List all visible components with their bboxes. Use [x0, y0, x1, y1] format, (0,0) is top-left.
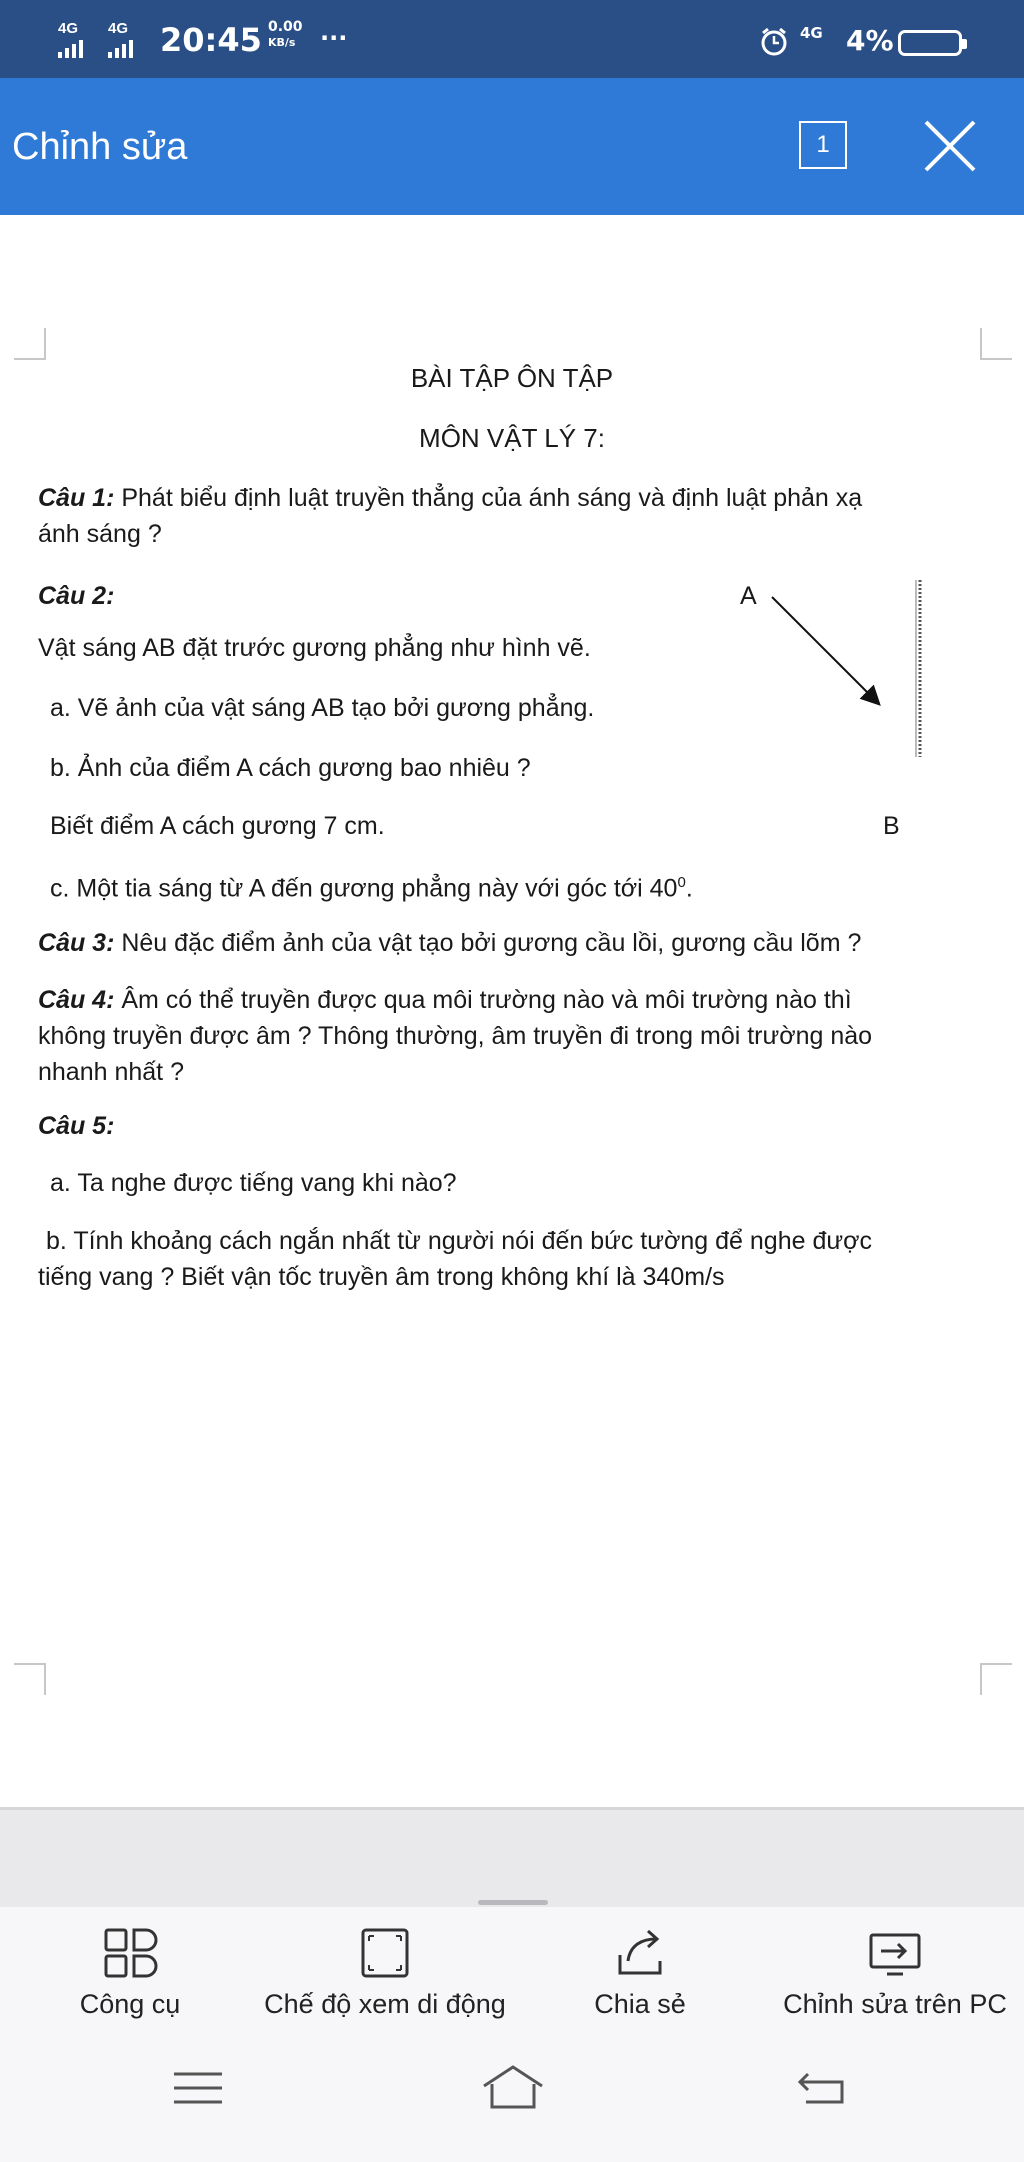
object-arrow-ab	[772, 597, 878, 703]
question-2-label: Câu 2:	[38, 582, 115, 610]
crop-mark-bottom-right	[980, 1663, 1012, 1695]
back-icon[interactable]	[794, 2068, 850, 2108]
document-page	[0, 215, 1024, 1807]
question-5-label: Câu 5:	[38, 1112, 115, 1140]
battery-icon	[898, 30, 962, 56]
mirror-figure	[760, 575, 940, 975]
crop-mark-top-right	[980, 328, 1012, 360]
question-5b-line-1: b. Tính khoảng cách ngắn nhất từ người nói đến bức tường để nghe được	[46, 1227, 872, 1255]
tools-grid-icon	[100, 1927, 160, 1979]
question-2c	[50, 865, 693, 906]
status-bar	[0, 0, 1024, 78]
battery-percent: 4%	[846, 24, 894, 57]
close-icon[interactable]	[922, 118, 978, 174]
question-4-line-1	[38, 982, 852, 1018]
question-1-label: Câu 1:	[38, 484, 115, 512]
question-5a: a. Ta nghe được tiếng vang khi nào?	[50, 1169, 457, 1197]
drag-handle[interactable]	[478, 1900, 548, 1905]
edit-on-pc-button[interactable]	[770, 1927, 1020, 2020]
edit-on-pc-label: Chỉnh sửa trên PC	[783, 1989, 1007, 2019]
crop-mark-top-left	[14, 328, 46, 360]
question-2c-superscript: 0	[677, 874, 686, 891]
question-5b-line-2: tiếng vang ? Biết vận tốc truyền âm trong không khí là 340m/s	[38, 1263, 725, 1291]
edit-on-pc-icon	[865, 1927, 925, 1979]
mobile-view-label: Chế độ xem di động	[264, 1989, 506, 2019]
page-gap	[0, 1807, 1024, 1910]
clock: 20:45	[160, 21, 262, 59]
more-notifications: ···	[320, 24, 348, 52]
page-number-button[interactable]: 1	[799, 121, 847, 169]
share-button[interactable]	[570, 1927, 710, 2020]
network-type-1: 4G	[58, 20, 79, 37]
question-2a: a. Vẽ ảnh của vật sáng AB tạo bởi gương phẳng.	[50, 694, 595, 722]
share-icon	[610, 1927, 670, 1979]
menu-icon[interactable]	[170, 2068, 226, 2108]
network-type-3: 4G	[800, 24, 823, 42]
question-2b-detail: Biết điểm A cách gương 7 cm.	[50, 812, 385, 840]
home-icon[interactable]	[478, 2062, 548, 2112]
tools-button[interactable]	[60, 1927, 200, 2020]
question-1-line-1	[38, 480, 862, 516]
question-2c-end: .	[685, 874, 693, 903]
question-1-text: Phát biểu định luật truyền thẳng của ánh sáng và định luật phản xạ	[114, 484, 863, 512]
net-speed-unit: KB/s	[268, 36, 296, 49]
mobile-view-button[interactable]	[250, 1927, 520, 2020]
question-3	[38, 925, 861, 961]
figure-label-b: B	[883, 812, 900, 840]
question-1-line-2: ánh sáng ?	[38, 520, 162, 548]
question-4-line-2: không truyền được âm ? Thông thường, âm truyền đi trong môi trường nào	[38, 1022, 873, 1050]
question-2-intro: Vật sáng AB đặt trước gương phẳng như hình vẽ.	[38, 634, 591, 662]
mobile-view-icon	[355, 1927, 415, 1979]
question-2c-text: c. Một tia sáng từ A đến gương phẳng này với góc tới 40	[50, 874, 678, 903]
alarm-icon	[758, 26, 790, 58]
doc-heading-1: BÀI TẬP ÔN TẬP	[410, 363, 614, 393]
figure-label-a: A	[740, 582, 757, 610]
bottom-toolbar	[0, 1907, 1024, 2162]
tools-label: Công cụ	[79, 1989, 181, 2019]
network-type-2: 4G	[108, 20, 129, 37]
question-4-text: Âm có thể truyền được qua môi trường nào và môi trường nào thì	[114, 986, 852, 1014]
question-2b: b. Ảnh của điểm A cách gương bao nhiêu ?	[50, 754, 531, 782]
net-speed-value: 0.00	[268, 19, 303, 35]
question-3-label: Câu 3:	[38, 929, 115, 957]
crop-mark-bottom-left	[14, 1663, 46, 1695]
doc-heading-2: MÔN VẬT LÝ 7:	[419, 423, 605, 453]
share-label: Chia sẻ	[594, 1989, 686, 2019]
question-3-text: Nêu đặc điểm ảnh của vật tạo bởi gương cầu lồi, gương cầu lõm ?	[114, 929, 862, 957]
question-4-line-3: nhanh nhất ?	[38, 1058, 184, 1086]
app-bar	[0, 78, 1024, 215]
app-bar-title: Chỉnh sửa	[12, 126, 188, 168]
signal-icon-1	[58, 20, 94, 60]
question-4-label: Câu 4:	[38, 986, 115, 1014]
signal-icon-2	[108, 20, 144, 60]
